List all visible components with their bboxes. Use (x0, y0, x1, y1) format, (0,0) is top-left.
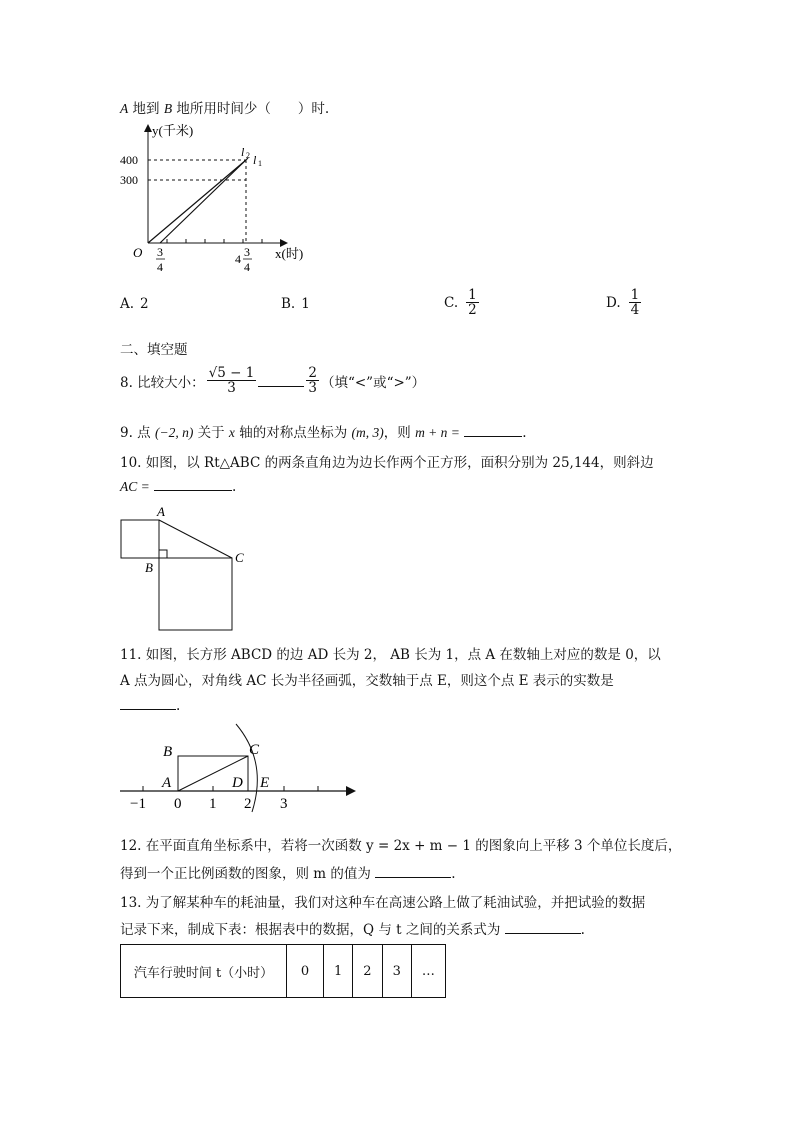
table-cell: 2 (353, 945, 382, 998)
x-axis-label: x(时) (275, 246, 304, 261)
q13-answer-blank[interactable] (505, 921, 581, 934)
origin-label: O (133, 245, 143, 260)
label-d: D (232, 775, 243, 791)
q10-line2: AC = . (120, 479, 237, 495)
l2-label: l (241, 145, 245, 159)
table-cell: … (411, 945, 445, 998)
label-b: B (145, 560, 153, 575)
y-axis-label: y(千米) (152, 123, 194, 138)
q10-answer-blank[interactable] (154, 478, 232, 491)
tick-1: 1 (209, 796, 217, 812)
q11-line2: A 点为圆心，对角线 AC 长为半径画弧，交数轴于点 E，则这个点 E 表示的实数是 (120, 673, 614, 689)
table-cell: 3 (382, 945, 411, 998)
y-axis-arrow (144, 124, 152, 132)
label-c: C (235, 550, 244, 565)
q8-answer-blank[interactable] (258, 374, 304, 387)
small-square (121, 520, 159, 558)
label-a: A (162, 775, 172, 791)
q8: 8. 比较大小： $\frac{√5 - 1}{3}$ $\frac{2}{3}$ （填“<”或“>”） (120, 365, 426, 397)
label-c: C (249, 742, 260, 758)
tick-0: 0 (174, 796, 182, 812)
large-square (159, 558, 232, 630)
tick-3: 3 (280, 796, 288, 812)
l1-sub: 1 (258, 159, 262, 168)
q13-line1: 13. 为了解某种车的耗油量，我们对这种车在高速公路上做了耗油试验，并把试验的数据 (120, 895, 646, 911)
right-angle-mark (159, 550, 167, 558)
option-b[interactable]: B. 1 (281, 296, 310, 312)
hypotenuse (159, 520, 232, 558)
q8-frac1: $\frac{√5 - 1}{3}$ (208, 365, 255, 397)
section-title: 二、填空题 (120, 342, 188, 358)
option-c-fraction: $\frac{1}{2}$ (468, 287, 477, 319)
q12-answer-blank[interactable] (375, 865, 451, 878)
l2-sub: 2 (246, 151, 250, 160)
q13-line2: 记录下来，制成下表：根据表中的数据，Q 与 t 之间的关系式为 . (120, 922, 585, 938)
label-e: E (260, 775, 270, 791)
q11-line3: . (120, 697, 180, 714)
q9: 9. 点 (−2, n) 关于 x 轴的对称点坐标为 (m, 3)，则 m + n = . (120, 425, 527, 441)
x-frac2-den: 4 (244, 260, 250, 274)
q13-data-table (120, 944, 446, 998)
option-c[interactable]: C. $\frac{1}{2}$ (444, 287, 477, 319)
option-d-fraction: $\frac{1}{4}$ (630, 287, 640, 319)
tick-2: 2 (244, 796, 252, 812)
x-frac1-den: 4 (157, 260, 163, 274)
line-l2 (160, 158, 248, 243)
y-tick-300: 300 (120, 173, 138, 187)
number-line-arrow (346, 786, 356, 796)
q10-line1: 10. 如图，以 Rt△ABC 的两条直角边为边长作两个正方形，面积分别为 25,144，则斜边 (120, 455, 654, 471)
table-header-cell: 汽车行驶时间 t（小时） (121, 945, 287, 998)
q8-frac2: $\frac{2}{3}$ (308, 365, 317, 397)
x-frac1-num: 3 (157, 245, 163, 259)
tick-neg1: −1 (130, 796, 146, 812)
x-frac2-whole: 4 (235, 252, 241, 266)
line-l1 (148, 160, 246, 243)
q10-squares-figure (118, 504, 258, 634)
q11-answer-blank[interactable] (120, 697, 176, 710)
table-cell: 1 (324, 945, 353, 998)
label-a: A (157, 504, 165, 519)
table-cell: 0 (287, 945, 324, 998)
q12-line1: 12. 在平面直角坐标系中，若将一次函数 y = 2x + m − 1 的图象向上平移 3 个单位长度后， (120, 838, 682, 854)
q12-line2: 得到一个正比例函数的图象，则 m 的值为 . (120, 866, 456, 882)
y-tick-400: 400 (120, 153, 138, 167)
table-row (121, 945, 446, 998)
option-d[interactable]: D. $\frac{1}{4}$ (606, 287, 640, 319)
q11-number-line-figure (118, 722, 363, 814)
option-a[interactable]: A. 2 (120, 296, 149, 312)
q7-distance-time-graph (120, 118, 320, 278)
x-frac2-num: 3 (244, 245, 250, 259)
q9-answer-blank[interactable] (464, 424, 522, 437)
label-b: B (163, 744, 173, 760)
q11-line1: 11. 如图，长方形 ABCD 的边 AD 长为 2， AB 长为 1，点 A 在数轴上对应的数是 0，以 (120, 647, 661, 663)
l1-label: l (253, 153, 257, 167)
q7-tail-text: A 地到 B 地所用时间少（ ）时. (120, 101, 330, 117)
